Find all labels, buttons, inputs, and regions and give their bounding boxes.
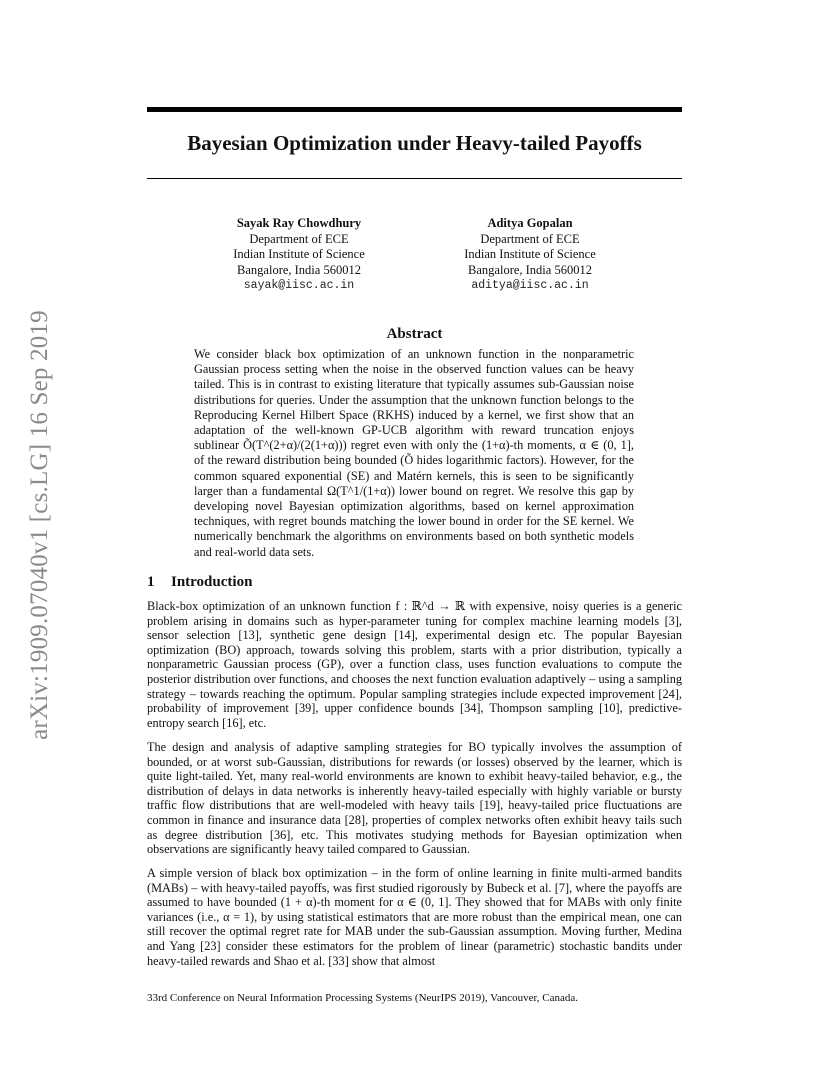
author-2 xyxy=(420,216,640,294)
arxiv-identifier: arXiv:1909.07040v1 [cs.LG] 16 Sep 2019 xyxy=(26,310,53,740)
author-block xyxy=(147,216,682,296)
author-location: Bangalore, India 560012 xyxy=(237,262,361,277)
paragraph-text: The design and analysis of adaptive sampling strategies for BO typically involves the assumption of bounded, or at worst sub-Gaussian, distributions for rewards (or losses) observed by the learner, which is quite light-tailed. Yet, many real-world environments are known to exhibit heavy-tailed behavior, e.g., the distribution of delays in data networks is inherently heavy-tailed especially with highly variable or bursty traffic flow distributions that are well-modeled with heavy tails [19], heavy-tailed price fluctuations are common in finance and insurance data [28], properties of complex networks often exhibit heavy tails such as degree distribution [36], etc. This motivates studying methods for Bayesian optimization when observations are significantly heavy tailed compared to Gaussian. xyxy=(147,740,682,857)
body-paragraph-2 xyxy=(147,740,682,857)
author-email[interactable]: aditya@iisc.ac.in xyxy=(471,279,589,293)
title-bottom-rule xyxy=(147,178,682,179)
author-department: Department of ECE xyxy=(249,231,349,246)
author-location: Bangalore, India 560012 xyxy=(468,262,592,277)
author-department: Department of ECE xyxy=(480,231,580,246)
author-1 xyxy=(189,216,409,294)
abstract-text: We consider black box optimization of an unknown function in the nonparametric Gaussian process setting when the noise in the observed function values can be heavy tailed. This is in contrast to existing literature that typically assumes sub-Gaussian noise distributions for queries. Under the assumption that the unknown function belongs to the Reproducing Kernel Hilbert Space (RKHS) induced by a kernel, we first show that an adaptation of the well-known GP-UCB algorithm with reward truncation enjoys sublinear Õ(T^(2+α)/(2(1+α))) regret even with only the (1+α)-th moments, α ∈ (0, 1], of the reward distribution being bounded (Õ hides logarithmic factors). However, for the common squared exponential (SE) and Matérn kernels, this is seen to be significantly larger than a fundamental Ω(T^1/(1+α)) lower bound on regret. We resolve this gap by developing novel Bayesian optimization algorithms, based on kernel approximation techniques, with regret bounds matching the lower bound in order for the SE kernel. We numerically benchmark the algorithms on environments based on both synthetic models and real-world data sets. xyxy=(194,347,634,559)
conference-footnote: 33rd Conference on Neural Information Processing Systems (NeurIPS 2019), Vancouver, Canada. xyxy=(147,992,579,1004)
author-name: Aditya Gopalan xyxy=(487,216,573,230)
author-institution: Indian Institute of Science xyxy=(233,247,365,262)
section-title: Introduction xyxy=(171,574,253,590)
paper-title: Bayesian Optimization under Heavy-tailed Payoffs xyxy=(187,131,642,155)
section-heading xyxy=(147,574,252,591)
section-number: 1 xyxy=(147,574,155,590)
body-paragraph-1 xyxy=(147,599,682,730)
abstract-heading: Abstract xyxy=(386,326,443,342)
paragraph-text: A simple version of black box optimization – in the form of online learning in finite multi-armed bandits (MABs) – with heavy-tailed payoffs, was first studied rigorously by Bubeck et al. [7], where the payoffs are assumed to have bounded (1 + α)-th moment for α ∈ (0, 1]. They showed that for MABs with only finite variances (i.e., α = 1), by using statistical estimators that are more robust than the empirical mean, one can still recover the optimal regret rate for MAB under the sub-Gaussian assumption. Moving further, Medina and Yang [23] consider these estimators for the problem of linear (parametric) stochastic bandits under heavy-tailed rewards and Shao et al. [33] show that almost xyxy=(147,866,682,968)
title-top-rule xyxy=(147,107,682,112)
author-name: Sayak Ray Chowdhury xyxy=(236,216,362,230)
author-institution: Indian Institute of Science xyxy=(464,247,596,262)
author-email[interactable]: sayak@iisc.ac.in xyxy=(243,279,355,293)
body-paragraph-3 xyxy=(147,866,682,968)
paragraph-text: Black-box optimization of an unknown function f : ℝ^d → ℝ with expensive, noisy queries is a generic problem arising in domains such as hyper-parameter tuning for complex machine learning models [3], sensor selection [13], synthetic gene design [14], experimental design etc. The popular Bayesian optimization (BO) approach, towards solving this problem, starts with a prior distribution, typically a nonparametric Gaussian process (GP), over a function class, uses function evaluations to compute the posterior distribution over functions, and chooses the next function evaluation adaptively – using a sampling strategy – towards reaching the optimum. Popular sampling strategies include expected improvement [24], probability of improvement [39], upper confidence bounds [34], Thompson sampling [10], predictive-entropy search [16], etc. xyxy=(147,599,682,730)
